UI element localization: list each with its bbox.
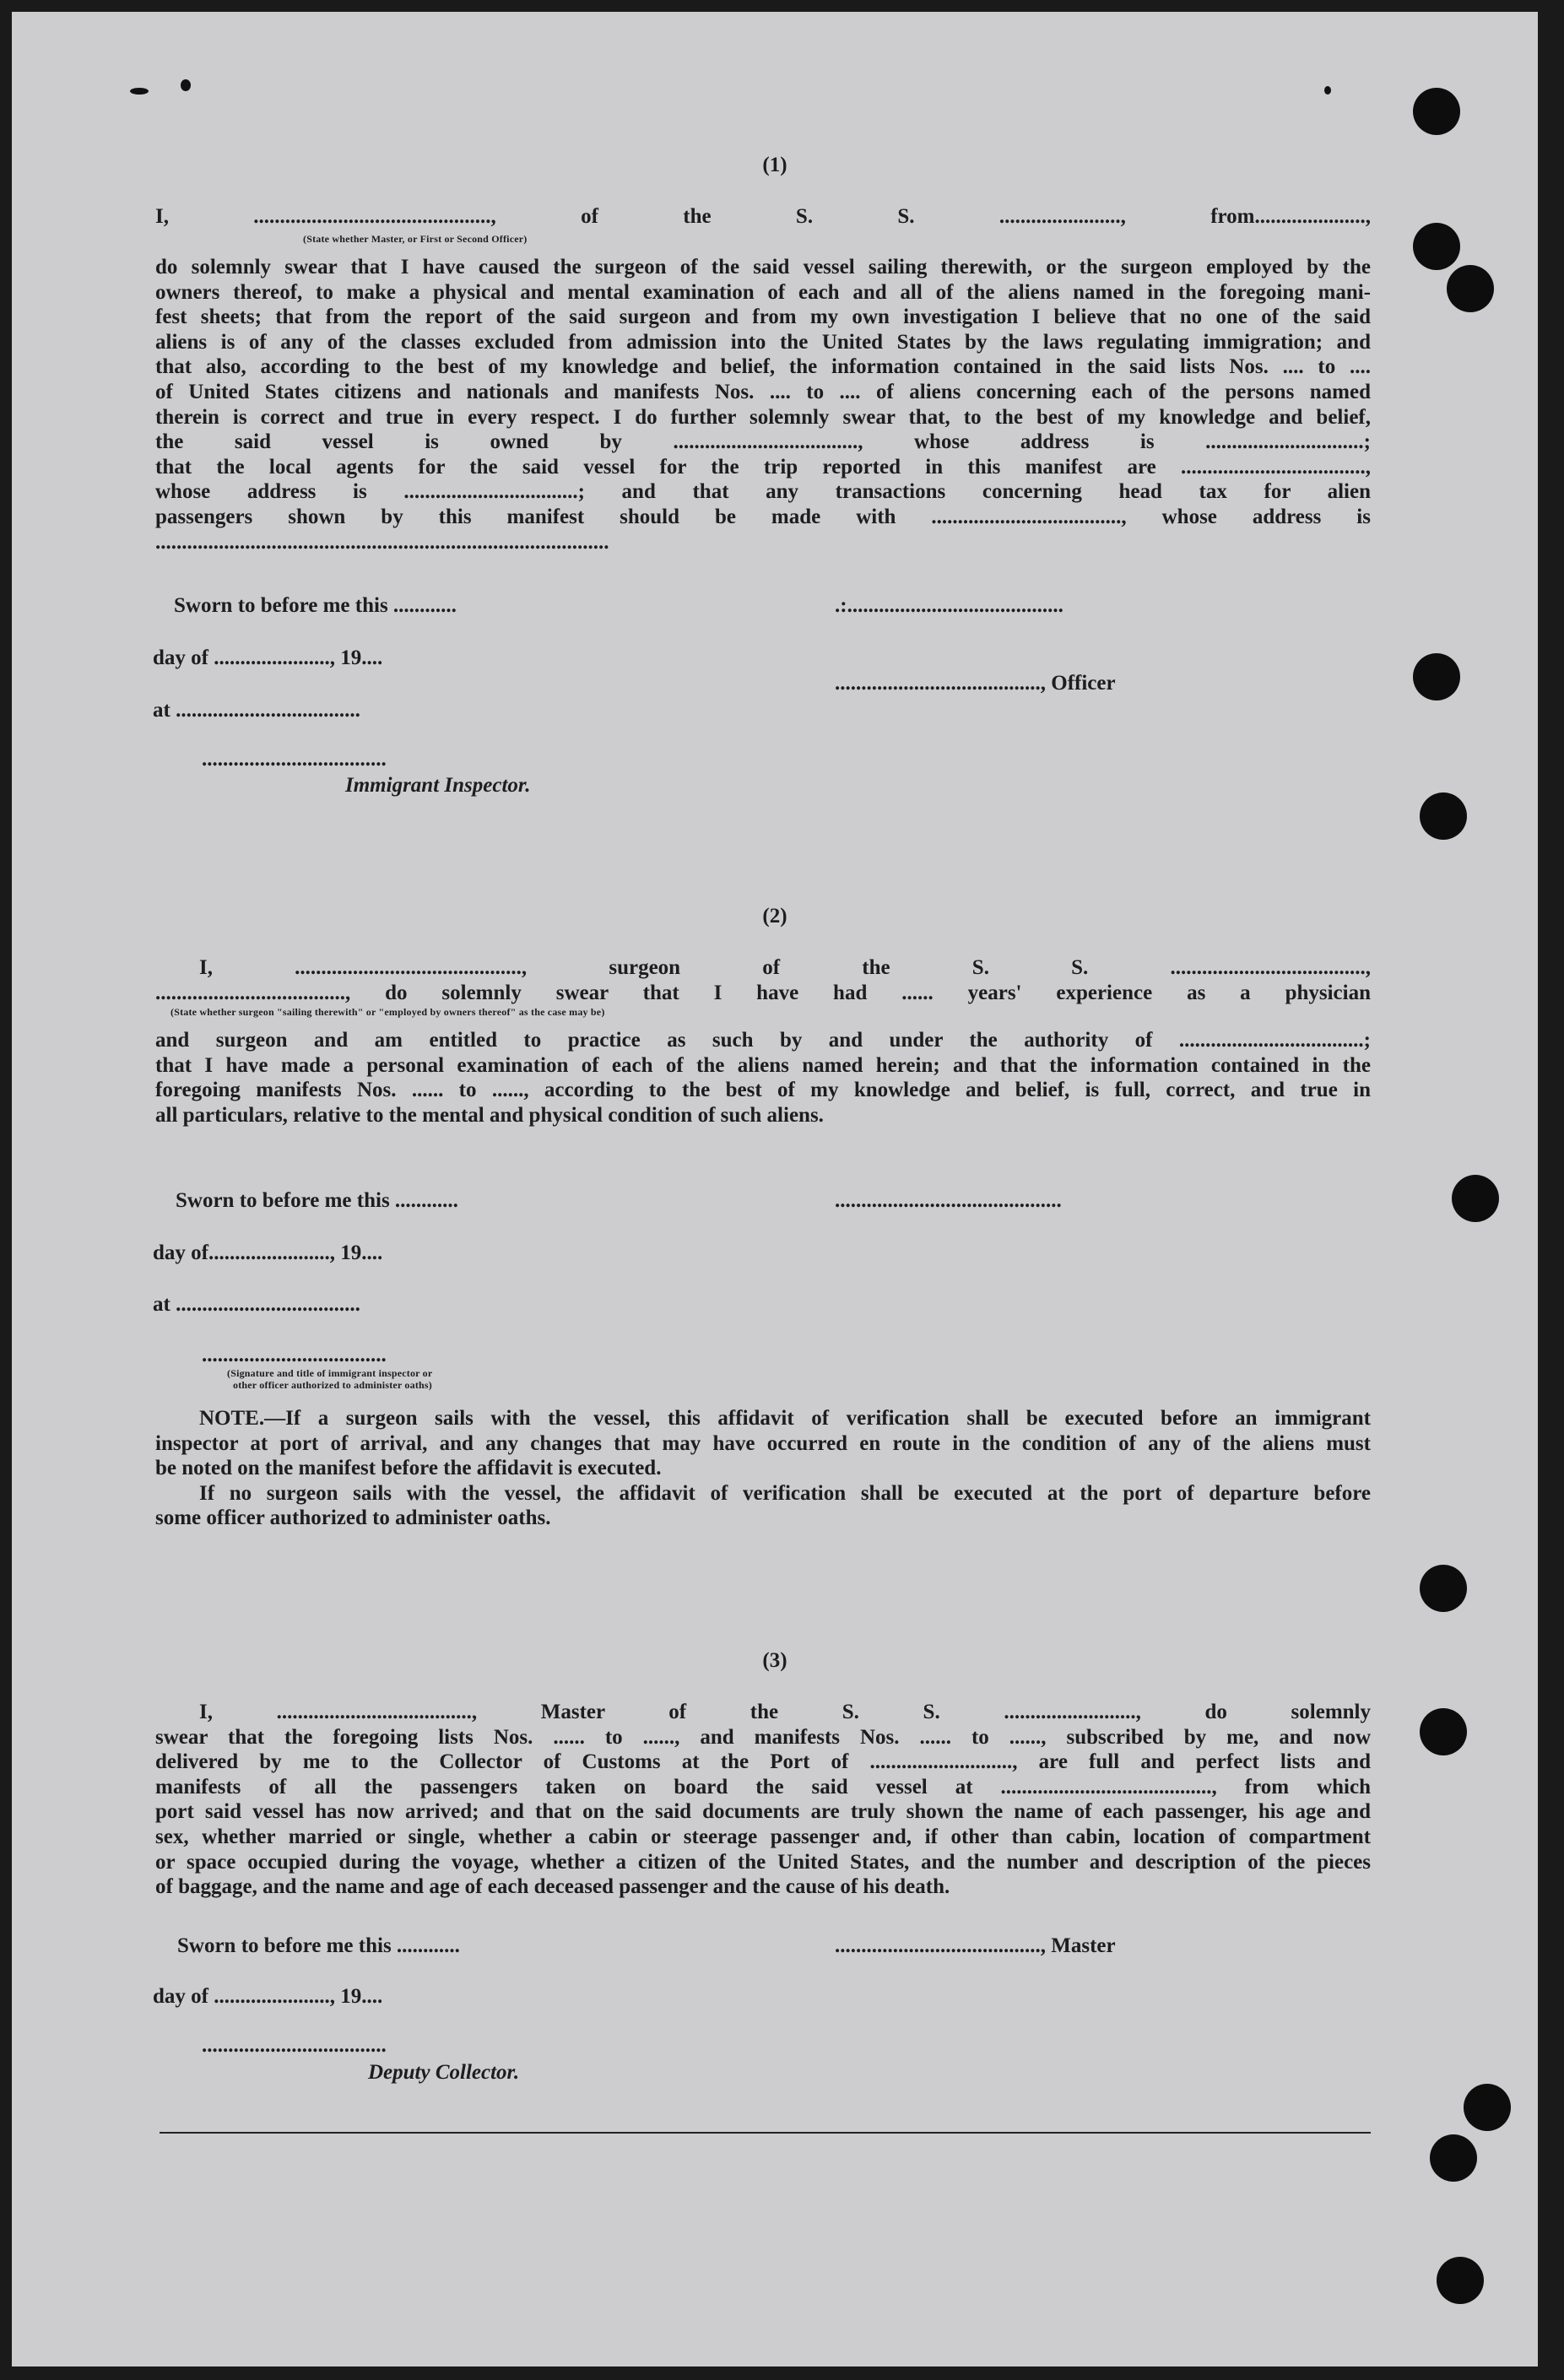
section-3-collector-label: Deputy Collector. bbox=[368, 2061, 520, 2084]
text-line: therein is correct and true in every respect. I do further solemnly swear that, to the best of my knowledge and belief, bbox=[155, 405, 1371, 429]
text-line: sex, whether married or single, whether a cabin or steerage passenger and, if other than cabin, location of compartment bbox=[155, 1826, 1371, 1848]
section-2-surgeon-note: (State whether surgeon "sailing therewith" or "employed by owners thereof" as the case may be) bbox=[170, 1006, 605, 1018]
text-line: If no surgeon sails with the vessel, the affidavit of verification shall be executed at the port of departure before bbox=[199, 1481, 1371, 1505]
section-2-right-dots: ........................................... bbox=[835, 1189, 1062, 1212]
text-line: aliens is of any of the classes excluded from admission into the United States by the laws regulating immigration; and bbox=[155, 330, 1371, 354]
section-1-number: (1) bbox=[762, 154, 787, 176]
document-page bbox=[12, 12, 1538, 2366]
section-2-signature-note: other officer authorized to administer oaths) bbox=[233, 1379, 432, 1391]
text-line: whose address is .................................; and that any transactions concerning head tax for alien bbox=[155, 480, 1371, 504]
section-1-inspector-label: Immigrant Inspector. bbox=[345, 774, 531, 797]
punch-hole bbox=[1413, 88, 1460, 135]
punch-hole bbox=[1437, 2257, 1484, 2304]
text-line: that also, according to the best of my knowledge and belief, the information contained in the said lists Nos. .... to .... bbox=[155, 355, 1371, 379]
bottom-rule bbox=[160, 2132, 1371, 2134]
punch-hole bbox=[1413, 653, 1460, 700]
section-2-sworn: Sworn to before me this ............ bbox=[176, 1189, 458, 1212]
text-line: ...................................................................................... bbox=[155, 530, 609, 554]
text-line: of baggage, and the name and age of each deceased passenger and the cause of his death. bbox=[155, 1875, 950, 1899]
text-line: I, ....................................., Master of the S. S. ........................., do solemnly bbox=[199, 1701, 1371, 1723]
punch-hole bbox=[1420, 1708, 1467, 1755]
text-line: all particulars, relative to the mental and physical condition of such aliens. bbox=[155, 1103, 824, 1127]
text-line: or space occupied during the voyage, whether a citizen of the United States, and the number and description of the pieces bbox=[155, 1850, 1371, 1874]
punch-hole bbox=[1464, 2084, 1511, 2131]
section-2-at: at ................................... bbox=[153, 1293, 360, 1316]
punch-hole bbox=[1413, 223, 1460, 270]
text-line: owners thereof, to make a physical and mental examination of each and all of the aliens named in the foregoing mani- bbox=[155, 280, 1371, 304]
section-1-role-note: (State whether Master, or First or Second Officer) bbox=[303, 233, 528, 245]
text-line: do solemnly swear that I have caused the surgeon of the said vessel sailing therewith, or the surgeon employed by the bbox=[155, 256, 1371, 279]
section-2-signature-note: (Signature and title of immigrant inspector or bbox=[227, 1367, 433, 1379]
section-2-day: day of......................., 19.... bbox=[153, 1241, 383, 1264]
section-1-day: day of ......................, 19.... bbox=[153, 646, 383, 669]
section-2-line-1: I, ..........................................., surgeon of the S. S. ....................................., bbox=[199, 956, 1371, 979]
text-line: foregoing manifests Nos. ...... to ......, according to the best of my knowledge and belief, is full, correct, and true in bbox=[155, 1079, 1371, 1102]
text-line: fest sheets; that from the report of the said surgeon and from my own investigation I believe that no one of the said bbox=[155, 306, 1371, 329]
text-line: passengers shown by this manifest should be made with ...................................., whose address is bbox=[155, 506, 1371, 528]
section-3-signature-line: ................................... bbox=[202, 2034, 387, 2057]
text-line: the said vessel is owned by ..................................., whose address is ..............................; bbox=[155, 430, 1371, 454]
punch-hole bbox=[1420, 792, 1467, 840]
section-2-signature-line: ................................... bbox=[202, 1344, 387, 1366]
section-3-master-line: ......................................., Master bbox=[835, 1934, 1116, 1957]
text-line: inspector at port of arrival, and any changes that may have occurred en route in the condition of any of the aliens must bbox=[155, 1431, 1371, 1455]
section-3-day: day of ......................, 19.... bbox=[153, 1985, 383, 2008]
section-3-sworn: Sworn to before me this ............ bbox=[177, 1934, 460, 1957]
text-line: port said vessel has now arrived; and that on the said documents are truly shown the name of each passenger, his age and bbox=[155, 1800, 1371, 1824]
text-line: swear that the foregoing lists Nos. ...... to ......, and manifests Nos. ...... to ......, subscribed by me, and now bbox=[155, 1725, 1371, 1749]
text-line: NOTE.—If a surgeon sails with the vessel, this affidavit of verification shall be executed before an immigrant bbox=[199, 1407, 1371, 1430]
ink-speck bbox=[1324, 86, 1331, 95]
section-1-signature-line: ................................... bbox=[202, 748, 387, 771]
section-1-right-dots: .:......................................... bbox=[835, 594, 1063, 617]
text-line: be noted on the manifest before the affidavit is executed. bbox=[155, 1457, 662, 1480]
ink-speck bbox=[181, 79, 191, 91]
section-1-at: at ................................... bbox=[153, 699, 360, 722]
section-2-number: (2) bbox=[762, 905, 787, 928]
section-1-officer-line: ......................................., Officer bbox=[835, 672, 1116, 695]
text-line: of United States citizens and nationals and manifests Nos. .... to .... of aliens concerning each of the persons named bbox=[155, 381, 1371, 403]
text-line: delivered by me to the Collector of Customs at the Port of ..........................., are full and perfect lists and bbox=[155, 1750, 1371, 1774]
punch-hole bbox=[1452, 1175, 1499, 1222]
text-line: that the local agents for the said vessel for the trip reported in this manifest are ..................................., bbox=[155, 455, 1371, 479]
section-1-line-1: I, ............................................., of the S. S. ......................., from....................., bbox=[155, 205, 1371, 228]
section-3-number: (3) bbox=[762, 1649, 787, 1672]
text-line: that I have made a personal examination of each of the aliens named herein; and that the information contained in the bbox=[155, 1053, 1371, 1077]
punch-hole bbox=[1420, 1565, 1467, 1612]
punch-hole bbox=[1430, 2134, 1477, 2182]
text-line: and surgeon and am entitled to practice as such by and under the authority of ...................................; bbox=[155, 1029, 1371, 1052]
section-1-sworn: Sworn to before me this ............ bbox=[174, 594, 457, 617]
punch-hole bbox=[1447, 265, 1494, 312]
section-2-line-2: ...................................., do solemnly swear that I have had ...... years' experience as a physician bbox=[155, 982, 1371, 1004]
text-line: manifests of all the passengers taken on board the said vessel at ........................................, from which bbox=[155, 1775, 1371, 1799]
text-line: some officer authorized to administer oaths. bbox=[155, 1506, 551, 1530]
ink-speck bbox=[130, 88, 149, 95]
